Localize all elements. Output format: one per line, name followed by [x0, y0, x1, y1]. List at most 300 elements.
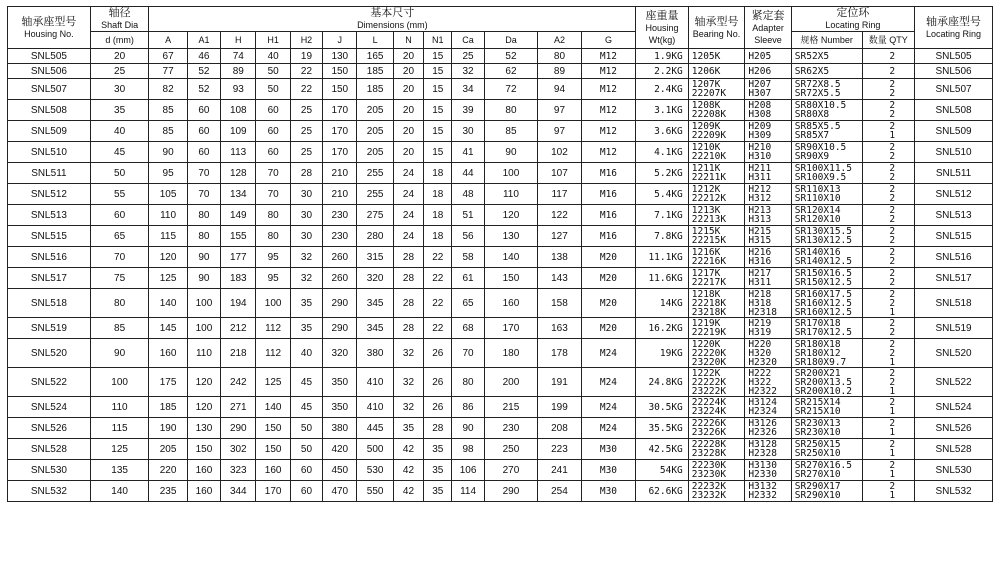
dimension-cell: 50: [290, 439, 322, 460]
dimension-cell: 74: [221, 49, 256, 64]
ring-qty-cell-line: 2: [889, 163, 896, 174]
dimension-cell: 205: [149, 439, 187, 460]
housing-no-cell: SNL524: [8, 397, 91, 418]
sleeve-cell-line: H319: [748, 327, 772, 338]
sleeve-cell-line: H308: [748, 109, 772, 120]
dimension-cell: 218: [221, 339, 256, 368]
dimension-cell: 30: [290, 205, 322, 226]
ring-qty-cell-line: 2: [889, 256, 896, 267]
housing-no-cell: SNL507: [8, 79, 91, 100]
table-row: [8, 142, 993, 163]
dimension-cell: 90: [187, 247, 220, 268]
housing-no-cell: SNL522: [8, 368, 91, 397]
dimension-cell: 302: [221, 439, 256, 460]
weight-cell: 30.5KG: [636, 397, 689, 418]
dimension-cell: 97: [538, 100, 581, 121]
dimension-cell: 52: [187, 79, 220, 100]
housing-no-cell: SNL519: [8, 318, 91, 339]
dimension-cell: 80: [90, 289, 149, 318]
dimension-cell: 290: [323, 289, 357, 318]
dimension-cell: 134: [221, 184, 256, 205]
dimension-cell: M20: [581, 247, 636, 268]
ring-spec-cell-line: SR200X21: [794, 367, 841, 379]
weight-header: 座重量 Housing Wt(kg): [636, 7, 689, 49]
dimension-cell: 20: [393, 100, 423, 121]
dimension-cell: 20: [90, 49, 149, 64]
table-row: [8, 49, 993, 64]
bearing-cell-line: 1217K: [691, 268, 721, 279]
dimension-cell: 175: [149, 368, 187, 397]
dimension-cell: M16: [581, 226, 636, 247]
dimension-cell: 110: [484, 184, 538, 205]
dimension-cell: 250: [484, 439, 538, 460]
sleeve-cell: [745, 460, 791, 481]
dimension-cell: 85: [149, 100, 187, 121]
table-row: [8, 268, 993, 289]
weight-cell: 14KG: [636, 289, 689, 318]
ring-qty-cell-line: 2: [889, 376, 896, 388]
dimension-cell: 48: [452, 184, 484, 205]
ring-qty-cell-line: 2: [889, 79, 896, 90]
dimension-cell: 112: [256, 318, 290, 339]
sleeve-cell-line: H220: [748, 338, 772, 350]
bearing-cell-line: 1208K: [691, 100, 721, 111]
ring-spec-cell-line: SR230X13: [794, 418, 841, 429]
sleeve-cell-line: H3126: [748, 418, 777, 429]
sleeve-cell: [745, 481, 791, 502]
dimension-cell: 82: [149, 79, 187, 100]
dimension-cell: 170: [256, 481, 290, 502]
ring-spec-cell: [791, 64, 862, 79]
dimension-cell: 127: [538, 226, 581, 247]
dimension-cell: 42: [393, 439, 423, 460]
dimension-cell: 80: [538, 49, 581, 64]
housing-no-cell: SNL515: [8, 226, 91, 247]
dimension-cell: 50: [90, 163, 149, 184]
dimension-cell: 100: [484, 163, 538, 184]
col-header: H: [221, 32, 256, 49]
bearing-cell-line: 22230K: [691, 460, 727, 471]
table-body: [8, 49, 993, 502]
sleeve-cell: [745, 79, 791, 100]
ring-spec-cell-line: SR180X9.7: [794, 356, 847, 368]
ring-qty-cell-line: 2: [889, 268, 896, 279]
dimension-cell: 35: [290, 289, 322, 318]
housing-no-cell: SNL509: [8, 121, 91, 142]
col-header: Ca: [452, 32, 484, 49]
table-row: [8, 439, 993, 460]
dimension-cell: 18: [424, 205, 452, 226]
housing-no-cell: SNL505: [8, 49, 91, 64]
dimension-cell: 89: [221, 64, 256, 79]
bearing-cell-line: 1211K: [691, 163, 721, 174]
bearing-cell: [688, 481, 745, 502]
dimension-cell: 35: [290, 318, 322, 339]
shaft-header: 轴径 Shaft Dia: [90, 7, 149, 32]
ring-spec-cell-line: SR100X9.5: [794, 172, 847, 183]
dimension-cell: 20: [393, 64, 423, 79]
ring-spec-cell: [791, 397, 862, 418]
housing-no-cell-right: SNL508: [915, 100, 993, 121]
dimension-cell: 94: [538, 79, 581, 100]
ring-spec-cell-line: SR100X11.5: [794, 163, 852, 174]
bearing-cell-line: 23228K: [691, 448, 727, 459]
sleeve-cell-line: H3130: [748, 460, 777, 471]
ring-spec-cell: [791, 439, 862, 460]
dimension-cell: 28: [290, 163, 322, 184]
ring-qty-cell-line: 2: [889, 142, 896, 153]
dimension-cell: 160: [256, 460, 290, 481]
dimension-cell: 32: [290, 247, 322, 268]
bearing-cell-line: 1219K: [691, 318, 721, 329]
dimension-cell: 15: [424, 64, 452, 79]
housing-no-cell: SNL506: [8, 64, 91, 79]
sleeve-cell-line: H210: [748, 142, 772, 153]
housing-no-cell: SNL508: [8, 100, 91, 121]
table-row: [8, 226, 993, 247]
dimension-cell: 140: [256, 397, 290, 418]
dimension-cell: 205: [357, 121, 393, 142]
dimension-cell: M12: [581, 100, 636, 121]
bearing-cell-line: 1212K: [691, 184, 721, 195]
dimension-cell: 18: [424, 226, 452, 247]
dimension-cell: 150: [256, 418, 290, 439]
housing-no-cell-right: SNL516: [915, 247, 993, 268]
col-header: L: [357, 32, 393, 49]
housing-no-cell-right: SNL519: [915, 318, 993, 339]
dimension-cell: 32: [393, 397, 423, 418]
dimension-cell: 95: [256, 247, 290, 268]
dimension-cell: 100: [187, 289, 220, 318]
dimension-cell: 115: [90, 418, 149, 439]
ring-spec-cell-line: SR62X5: [794, 65, 830, 77]
dimension-cell: 60: [256, 142, 290, 163]
weight-cell: 1.9KG: [636, 49, 689, 64]
dimension-cell: 28: [393, 318, 423, 339]
ring-spec-cell-line: SR160X12.5: [794, 306, 852, 318]
dimension-cell: 35: [424, 460, 452, 481]
ring-qty-cell-line: 1: [889, 469, 896, 480]
dimension-cell: 320: [357, 268, 393, 289]
ring-qty-cell: [862, 268, 915, 289]
ring-qty-cell-line: 2: [889, 327, 896, 338]
ring-spec-cell-line: SR140X12.5: [794, 256, 852, 267]
ring-qty-cell-line: 1: [889, 427, 896, 438]
dimension-cell: M16: [581, 205, 636, 226]
dimension-cell: 52: [187, 64, 220, 79]
table-row: [8, 460, 993, 481]
bearing-cell-line: 22211K: [691, 172, 727, 183]
bearing-cell-line: 1205K: [691, 50, 721, 62]
housing-no-cell-right: SNL518: [915, 289, 993, 318]
dimension-cell: 20: [393, 49, 423, 64]
dimension-cell: 212: [221, 318, 256, 339]
housing-no-cell: SNL516: [8, 247, 91, 268]
ring-qty-cell-line: 2: [889, 184, 896, 195]
housing-no-cell: SNL520: [8, 339, 91, 368]
sleeve-cell-line: H316: [748, 256, 772, 267]
dimension-cell: 22: [424, 318, 452, 339]
dimension-cell: 30: [452, 121, 484, 142]
sleeve-cell-line: H309: [748, 130, 772, 141]
ring-qty-header: 数量 QTY: [862, 32, 915, 49]
ring-spec-cell-line: SR290X17: [794, 481, 841, 492]
dimension-cell: 65: [452, 289, 484, 318]
dimension-cell: 345: [357, 318, 393, 339]
housing-no-cell-right: SNL530: [915, 460, 993, 481]
weight-cell: 2.4KG: [636, 79, 689, 100]
dimension-cell: 290: [323, 318, 357, 339]
ring-spec-cell-line: SR120X14: [794, 205, 841, 216]
ring-spec-cell: [791, 481, 862, 502]
ring-qty-cell: [862, 439, 915, 460]
dimension-cell: 150: [323, 79, 357, 100]
ring-qty-cell-line: 2: [889, 397, 896, 408]
ring-spec-cell-line: SR90X10.5: [794, 142, 847, 153]
dimension-cell: 315: [357, 247, 393, 268]
dimension-cell: 140: [149, 289, 187, 318]
bearing-cell-line: 23232K: [691, 490, 727, 501]
dimension-cell: 410: [357, 368, 393, 397]
dimension-cell: 550: [357, 481, 393, 502]
dimension-cell: 102: [538, 142, 581, 163]
ring-qty-cell-line: 2: [889, 297, 896, 309]
sleeve-cell: [745, 247, 791, 268]
sleeve-cell-line: H215: [748, 226, 772, 237]
dimension-cell: M24: [581, 418, 636, 439]
dimension-cell: 275: [357, 205, 393, 226]
sleeve-cell-line: H2326: [748, 427, 777, 438]
sleeve-cell-line: H307: [748, 88, 772, 99]
ring-spec-cell: [791, 289, 862, 318]
sleeve-cell-line: H322: [748, 376, 772, 388]
ring-spec-cell-line: SR230X10: [794, 427, 841, 438]
dimension-cell: 108: [221, 100, 256, 121]
table-row: [8, 100, 993, 121]
dimension-cell: 110: [90, 397, 149, 418]
dimension-cell: M12: [581, 79, 636, 100]
dimension-cell: 39: [452, 100, 484, 121]
ring-spec-cell-line: SR170X18: [794, 318, 841, 329]
dimension-cell: 15: [424, 142, 452, 163]
dimension-cell: 77: [149, 64, 187, 79]
bearing-cell: [688, 368, 745, 397]
bearing-cell-line: 22219K: [691, 327, 727, 338]
dimension-cell: 112: [256, 339, 290, 368]
dimension-cell: 199: [538, 397, 581, 418]
dimension-cell: 25: [90, 64, 149, 79]
dimension-cell: 70: [256, 184, 290, 205]
ring-qty-cell-line: 2: [889, 205, 896, 216]
dimension-cell: 60: [90, 205, 149, 226]
dimension-cell: 185: [357, 64, 393, 79]
ring-qty-cell-line: 2: [889, 235, 896, 246]
ring-qty-cell-line: 2: [889, 418, 896, 429]
ring-qty-cell-line: 2: [889, 277, 896, 288]
dimension-cell: 61: [452, 268, 484, 289]
table-row: [8, 163, 993, 184]
housing-no-cell: SNL510: [8, 142, 91, 163]
ring-spec-cell-line: SR215X14: [794, 397, 841, 408]
dimension-cell: 75: [90, 268, 149, 289]
ring2-header: 轴承座型号 Locating Ring: [915, 7, 993, 49]
dimension-cell: 46: [187, 49, 220, 64]
col-header: Da: [484, 32, 538, 49]
sleeve-cell-line: H205: [748, 50, 772, 62]
sleeve-cell-line: H217: [748, 268, 772, 279]
dimension-cell: 55: [90, 184, 149, 205]
bearing-cell-line: 22208K: [691, 109, 727, 120]
ring-qty-cell-line: 2: [889, 109, 896, 120]
housing-no-cell-right: SNL515: [915, 226, 993, 247]
dimension-cell: 24: [393, 226, 423, 247]
bearing-cell: [688, 205, 745, 226]
weight-cell: 3.6KG: [636, 121, 689, 142]
weight-cell: 5.4KG: [636, 184, 689, 205]
table-row: [8, 121, 993, 142]
ring-spec-cell-line: SR250X15: [794, 439, 841, 450]
bearing-cell-line: 23218K: [691, 306, 727, 318]
dimension-cell: 60: [187, 142, 220, 163]
bearing-cell-line: 22224K: [691, 397, 727, 408]
dimension-cell: 24: [393, 205, 423, 226]
dimension-cell: 530: [357, 460, 393, 481]
dimension-cell: 24: [393, 163, 423, 184]
housing-no-cell: SNL517: [8, 268, 91, 289]
sleeve-cell: [745, 418, 791, 439]
bearing-cell: [688, 79, 745, 100]
dimension-cell: 350: [323, 397, 357, 418]
sleeve-cell-line: H318: [748, 297, 772, 309]
dimension-cell: 90: [452, 418, 484, 439]
col-header: H1: [256, 32, 290, 49]
sleeve-cell-line: H216: [748, 247, 772, 258]
bearing-cell-line: 23224K: [691, 406, 727, 417]
dimension-cell: 113: [221, 142, 256, 163]
dimension-cell: 170: [323, 121, 357, 142]
table-row: [8, 79, 993, 100]
weight-cell: 7.8KG: [636, 226, 689, 247]
dimension-cell: 98: [452, 439, 484, 460]
dimension-cell: 24: [393, 184, 423, 205]
dimension-cell: 93: [221, 79, 256, 100]
sleeve-cell: [745, 368, 791, 397]
dimension-cell: 65: [90, 226, 149, 247]
dimension-cell: 230: [323, 205, 357, 226]
weight-cell: 42.5KG: [636, 439, 689, 460]
ring-qty-cell-line: 2: [889, 439, 896, 450]
housing-no-cell: SNL530: [8, 460, 91, 481]
sleeve-cell-line: H207: [748, 79, 772, 90]
dimension-cell: 15: [424, 79, 452, 100]
bearing-cell: [688, 64, 745, 79]
dimension-cell: 255: [357, 184, 393, 205]
housing-no-cell-right: SNL528: [915, 439, 993, 460]
bearing-cell-line: 22217K: [691, 277, 727, 288]
ring-qty-cell-line: 1: [889, 356, 896, 368]
ring-qty-cell-line: 2: [889, 367, 896, 379]
dimension-cell: 25: [452, 49, 484, 64]
dimension-cell: 97: [538, 121, 581, 142]
bearing-cell-line: 23222K: [691, 385, 727, 397]
ring-qty-cell: [862, 64, 915, 79]
bearing-cell: [688, 184, 745, 205]
dimension-cell: 90: [149, 142, 187, 163]
sleeve-cell-line: H2332: [748, 490, 777, 501]
dimension-cell: 35: [393, 418, 423, 439]
dimension-cell: 86: [452, 397, 484, 418]
sleeve-cell-line: H2320: [748, 356, 777, 368]
dimension-cell: M16: [581, 163, 636, 184]
bearing-cell-line: 23220K: [691, 356, 727, 368]
ring-spec-cell-line: SR170X12.5: [794, 327, 852, 338]
ring-spec-cell-line: SR250X10: [794, 448, 841, 459]
dimension-cell: 149: [221, 205, 256, 226]
dimension-cell: 70: [187, 163, 220, 184]
dimension-cell: M12: [581, 142, 636, 163]
ring-qty-cell-line: 2: [889, 460, 896, 471]
weight-cell: 19KG: [636, 339, 689, 368]
dimension-cell: 200: [484, 368, 538, 397]
ring-spec-cell: [791, 121, 862, 142]
dimension-cell: 140: [484, 247, 538, 268]
ring-qty-cell-line: 2: [889, 88, 896, 99]
ring-spec-cell-line: SR200X13.5: [794, 376, 852, 388]
ring-qty-cell-line: 2: [889, 288, 896, 300]
dimension-cell: 18: [424, 163, 452, 184]
ring-qty-cell-line: 2: [889, 151, 896, 162]
dimension-cell: 35: [424, 439, 452, 460]
dimension-cell: 350: [323, 368, 357, 397]
housing-no-cell: SNL513: [8, 205, 91, 226]
dimension-cell: 115: [149, 226, 187, 247]
dimension-cell: M24: [581, 397, 636, 418]
sleeve-cell-line: H3128: [748, 439, 777, 450]
dimension-cell: 25: [290, 121, 322, 142]
sleeve-cell-line: H2324: [748, 406, 777, 417]
sleeve-cell-line: H211: [748, 163, 772, 174]
bearing-cell-line: 22207K: [691, 88, 727, 99]
ring-spec-cell-line: SR90X9: [794, 151, 830, 162]
ring-qty-cell: [862, 289, 915, 318]
table-row: [8, 289, 993, 318]
dimension-cell: 160: [484, 289, 538, 318]
ring-spec-cell: [791, 163, 862, 184]
dimension-cell: 44: [452, 163, 484, 184]
housing-no-cell: SNL532: [8, 481, 91, 502]
bearing-cell-line: 1220K: [691, 338, 721, 350]
dimension-cell: 120: [484, 205, 538, 226]
dimension-cell: 320: [323, 339, 357, 368]
sleeve-cell-line: H2330: [748, 469, 777, 480]
dimension-cell: 45: [290, 368, 322, 397]
bearing-cell-line: 22232K: [691, 481, 727, 492]
bearing-cell: [688, 247, 745, 268]
sleeve-cell: [745, 49, 791, 64]
weight-cell: 16.2KG: [636, 318, 689, 339]
housing-no-cell-right: SNL524: [915, 397, 993, 418]
sleeve-cell-line: H312: [748, 193, 772, 204]
dimension-cell: 26: [424, 397, 452, 418]
ring-qty-cell-line: 2: [889, 318, 896, 329]
ring-qty-cell-line: 2: [889, 247, 896, 258]
bearing-cell: [688, 100, 745, 121]
dimension-cell: 210: [323, 163, 357, 184]
dimension-cell: 50: [256, 79, 290, 100]
dimension-cell: 30: [90, 79, 149, 100]
dimension-cell: 80: [484, 100, 538, 121]
dimension-cell: 117: [538, 184, 581, 205]
